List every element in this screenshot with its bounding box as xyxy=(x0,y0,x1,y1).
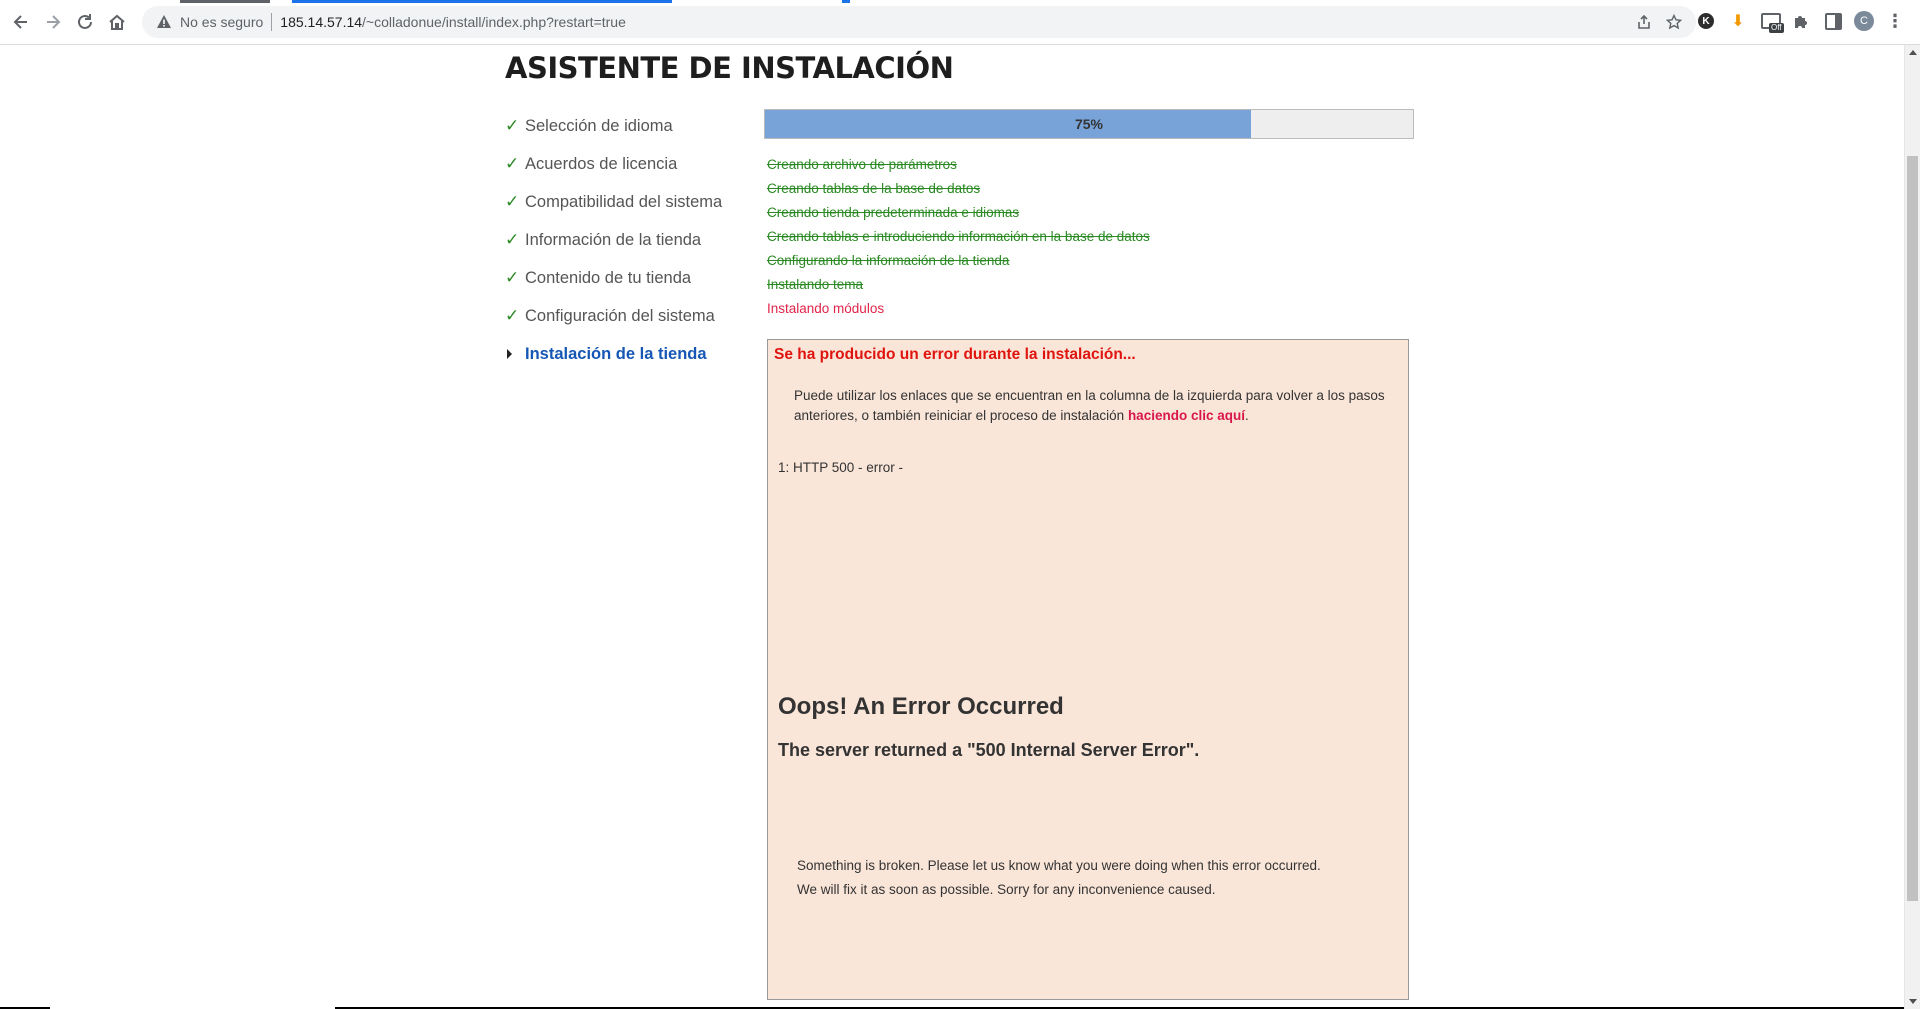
error-title: Se ha producido un error durante la instalación... xyxy=(774,346,1136,363)
check-icon: ✓ xyxy=(505,306,520,325)
check-icon: ✓ xyxy=(505,116,520,135)
vertical-scrollbar[interactable] xyxy=(1904,45,1920,1009)
share-icon[interactable] xyxy=(1636,14,1652,30)
browser-menu-button[interactable] xyxy=(1884,10,1906,32)
divider xyxy=(271,13,272,31)
avatar: C xyxy=(1854,11,1874,31)
install-task: Creando tablas e introduciendo información en la base de datos xyxy=(767,229,1150,244)
off-badge: Off xyxy=(1771,23,1782,32)
scrollbar-thumb[interactable] xyxy=(1907,156,1918,901)
error-panel xyxy=(767,339,1409,1000)
install-step-label: Acuerdos de licencia xyxy=(525,154,678,173)
reload-icon xyxy=(75,12,95,32)
install-step-label: Instalación de la tienda xyxy=(525,344,707,363)
back-arrow-icon xyxy=(11,12,31,32)
scroll-up-icon[interactable] xyxy=(1909,50,1917,55)
profile-button[interactable] xyxy=(1853,10,1875,32)
oops-note-line: Something is broken. Please let us know what you were doing when this error occurred. xyxy=(797,858,1321,873)
install-step-label: Configuración del sistema xyxy=(525,306,715,325)
forward-button[interactable] xyxy=(39,8,67,36)
home-icon xyxy=(107,12,127,32)
url-host: 185.14.57.14 xyxy=(280,14,363,30)
active-tab-edge xyxy=(292,0,672,3)
tab-edge xyxy=(180,0,270,3)
install-step-label: Compatibilidad del sistema xyxy=(525,192,723,211)
install-step-label: Contenido de tu tienda xyxy=(525,268,692,287)
scroll-down-icon[interactable] xyxy=(1909,999,1917,1004)
step-status xyxy=(505,306,525,326)
oops-note-line: We will fix it as soon as possible. Sorry for any inconvenience caused. xyxy=(797,882,1216,897)
oops-note xyxy=(797,854,1321,902)
install-step[interactable] xyxy=(505,259,722,297)
security-label[interactable]: No es seguro xyxy=(180,14,264,30)
extension-k-button[interactable] xyxy=(1695,10,1717,32)
oops-subtitle: The server returned a "500 Internal Server Error". xyxy=(778,740,1200,760)
step-status xyxy=(505,192,525,212)
step-status xyxy=(505,230,525,250)
step-status xyxy=(505,154,525,174)
star-icon[interactable] xyxy=(1666,14,1682,30)
install-task: Instalando tema xyxy=(767,277,864,292)
install-task: Configurando la información de la tienda xyxy=(767,253,1010,268)
step-status xyxy=(505,268,525,288)
install-step[interactable] xyxy=(505,335,722,373)
install-step[interactable] xyxy=(505,221,722,259)
check-icon: ✓ xyxy=(505,192,520,211)
install-step[interactable] xyxy=(505,183,722,221)
kebab-menu-icon: ⋮ xyxy=(1886,10,1904,31)
restart-link[interactable]: haciendo clic aquí xyxy=(1127,408,1245,423)
reload-button[interactable] xyxy=(71,8,99,36)
extensions-button[interactable] xyxy=(1790,10,1812,32)
error-message-text: Puede utilizar los enlaces que se encuentran en la columna de la izquierda para volver a los pasos anteriores, o también reiniciar el proceso de instalación xyxy=(794,388,1385,423)
install-task-list xyxy=(767,153,1150,321)
install-step[interactable] xyxy=(505,107,722,145)
warning-icon xyxy=(156,14,172,30)
check-icon: ✓ xyxy=(505,154,520,173)
side-panel-icon xyxy=(1825,13,1842,30)
install-step-label: Selección de idioma xyxy=(525,116,673,135)
install-steps-nav xyxy=(505,107,722,373)
forward-arrow-icon xyxy=(43,12,63,32)
side-panel-button[interactable] xyxy=(1822,10,1844,32)
browser-toolbar xyxy=(0,0,1920,45)
home-button[interactable] xyxy=(103,8,131,36)
progress-label: 75% xyxy=(1074,116,1104,132)
url-path: /~colladonue/install/index.php?restart=true xyxy=(362,14,626,30)
page-viewport xyxy=(0,45,1904,1009)
step-status xyxy=(505,349,525,359)
back-button[interactable] xyxy=(7,8,35,36)
download-arrow-icon: ⬇ xyxy=(1731,13,1745,30)
tab-edge xyxy=(842,0,850,3)
k-icon: K xyxy=(1698,13,1714,29)
error-message xyxy=(794,386,1394,426)
step-status xyxy=(505,116,525,136)
puzzle-icon xyxy=(1793,13,1809,29)
omnibox-actions xyxy=(1636,6,1682,38)
progress-bar xyxy=(764,109,1414,139)
off-extension-icon xyxy=(1761,13,1782,32)
check-icon: ✓ xyxy=(505,268,520,287)
check-icon: ✓ xyxy=(505,230,520,249)
oops-title: Oops! An Error Occurred xyxy=(778,693,1064,720)
install-task: Creando tienda predeterminada e idiomas xyxy=(767,205,1020,220)
install-step[interactable] xyxy=(505,145,722,183)
install-step[interactable] xyxy=(505,297,722,335)
error-message-end: . xyxy=(1244,408,1249,423)
error-code: 1: HTTP 500 - error - xyxy=(778,460,904,475)
install-task: Creando tablas de la base de datos xyxy=(767,181,981,196)
extension-off-button[interactable] xyxy=(1760,10,1782,32)
extension-arrow-button[interactable] xyxy=(1727,10,1749,32)
install-task: Creando archivo de parámetros xyxy=(767,157,957,172)
address-bar[interactable] xyxy=(142,6,1696,38)
page-title: ASISTENTE DE INSTALACIÓN xyxy=(505,51,954,85)
install-step-label: Información de la tienda xyxy=(525,230,702,249)
caret-right-icon xyxy=(507,349,512,359)
install-task: Instalando módulos xyxy=(767,301,885,316)
